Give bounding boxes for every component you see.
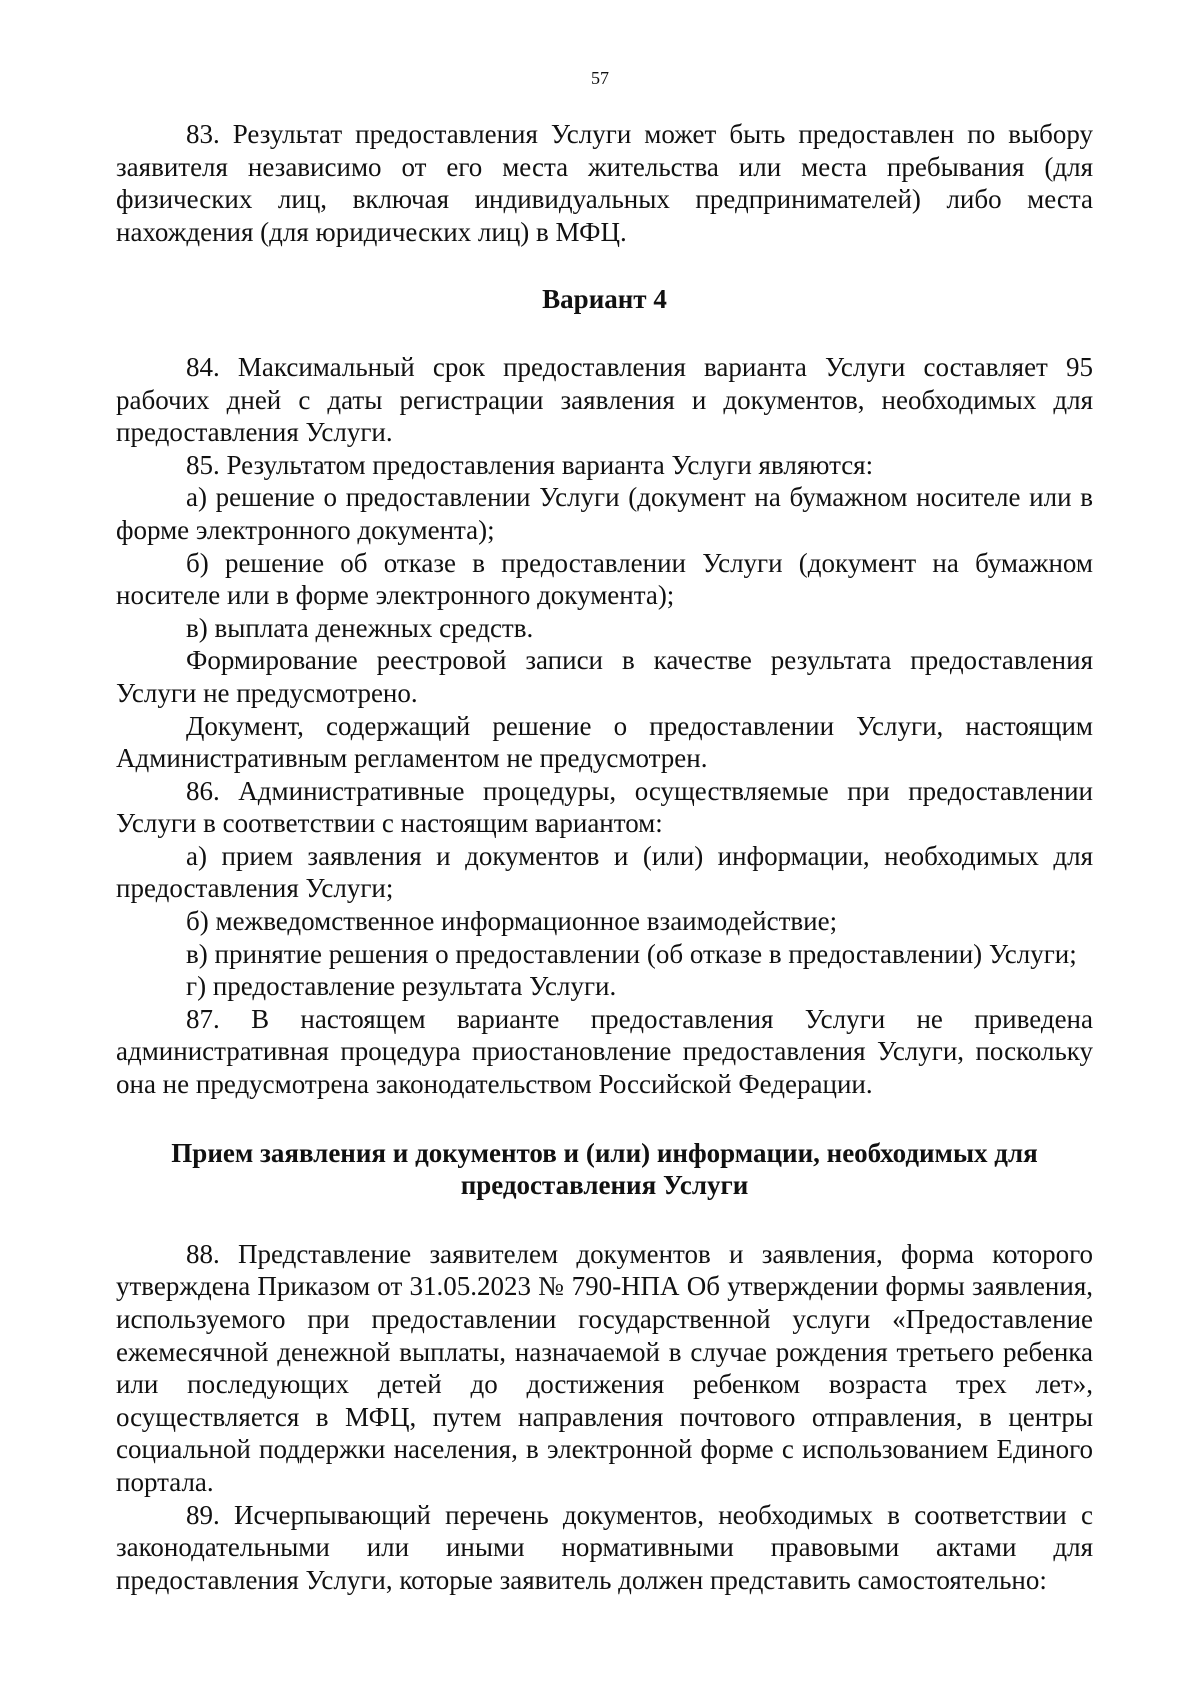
paragraph-registry-record: Формирование реестровой записи в качестве результата предоставления Услуги не предусмотрено. bbox=[116, 645, 1093, 708]
paragraph-86-v: в) принятие решения о предоставлении (об отказе в предоставлении) Услуги; bbox=[186, 938, 1077, 969]
page-number: 57 bbox=[591, 68, 609, 88]
paragraph-86-a: а) прием заявления и документов и (или) информации, необходимых для предоставления Услуги; bbox=[116, 840, 1093, 904]
paragraph-84: 84. Максимальный срок предоставления варианта Услуги составляет 95 рабочих дней с даты регистрации заявления и документов, необходимых для предоставления Услуги. bbox=[116, 351, 1093, 448]
paragraph-85-a: а) решение о предоставлении Услуги (документ на бумажном носителе или в форме электронного документа); bbox=[116, 482, 1093, 545]
paragraph-88: 88. Представление заявителем документов и заявления, форма которого утверждена Приказом от 31.05.2023 № 790-НПА Об утверждении формы заявления, используемого при предоставлении государственной услуги «Предоставление ежемесячной денежной выплаты, назначаемой в случае рождения третьего ребенка или последующих детей до достижения ребенком возраста трех лет», осуществляется в МФЦ, путем направления почтового отправления, в центры социальной поддержки населения, в электронной форме с использованием Единого портала. bbox=[116, 1238, 1093, 1497]
heading-variant-4: Вариант 4 bbox=[542, 284, 667, 315]
paragraph-86-b: б) межведомственное информационное взаимодействие; bbox=[186, 906, 838, 937]
paragraph-85: 85. Результатом предоставления варианта Услуги являются: bbox=[186, 449, 874, 480]
heading-application-reception: Прием заявления и документов и (или) информации, необходимых для предоставления Услуги bbox=[171, 1137, 1038, 1201]
paragraph-83: 83. Результат предоставления Услуги может быть предоставлен по выбору заявителя независимо от его места жительства или места пребывания (для физических лиц, включая индивидуальных предпринимателей) либо места нахождения (для юридических лиц) в МФЦ. bbox=[116, 119, 1093, 247]
paragraph-89: 89. Исчерпывающий перечень документов, необходимых в соответствии с законодательными или иными нормативными правовыми актами для предоставления Услуги, которые заявитель должен представить самостоятельно: bbox=[116, 1499, 1093, 1595]
document-body bbox=[116, 118, 1093, 1596]
paragraph-85-b: б) решение об отказе в предоставлении Услуги (документ на бумажном носителе или в форме электронного документа); bbox=[116, 547, 1093, 611]
paragraph-87: 87. В настоящем варианте предоставления Услуги не приведена административная процедура приостановление предоставления Услуги, поскольку она не предусмотрена законодательством Российской Федерации. bbox=[116, 1003, 1093, 1100]
paragraph-86-g: г) предоставление результата Услуги. bbox=[186, 971, 617, 1002]
paragraph-85-v: в) выплата денежных средств. bbox=[186, 612, 534, 643]
paragraph-decision-document: Документ, содержащий решение о предоставлении Услуги, настоящим Административным регламентом не предусмотрен. bbox=[116, 710, 1093, 774]
paragraph-86: 86. Административные процедуры, осуществляемые при предоставлении Услуги в соответствии с настоящим вариантом: bbox=[116, 775, 1093, 839]
